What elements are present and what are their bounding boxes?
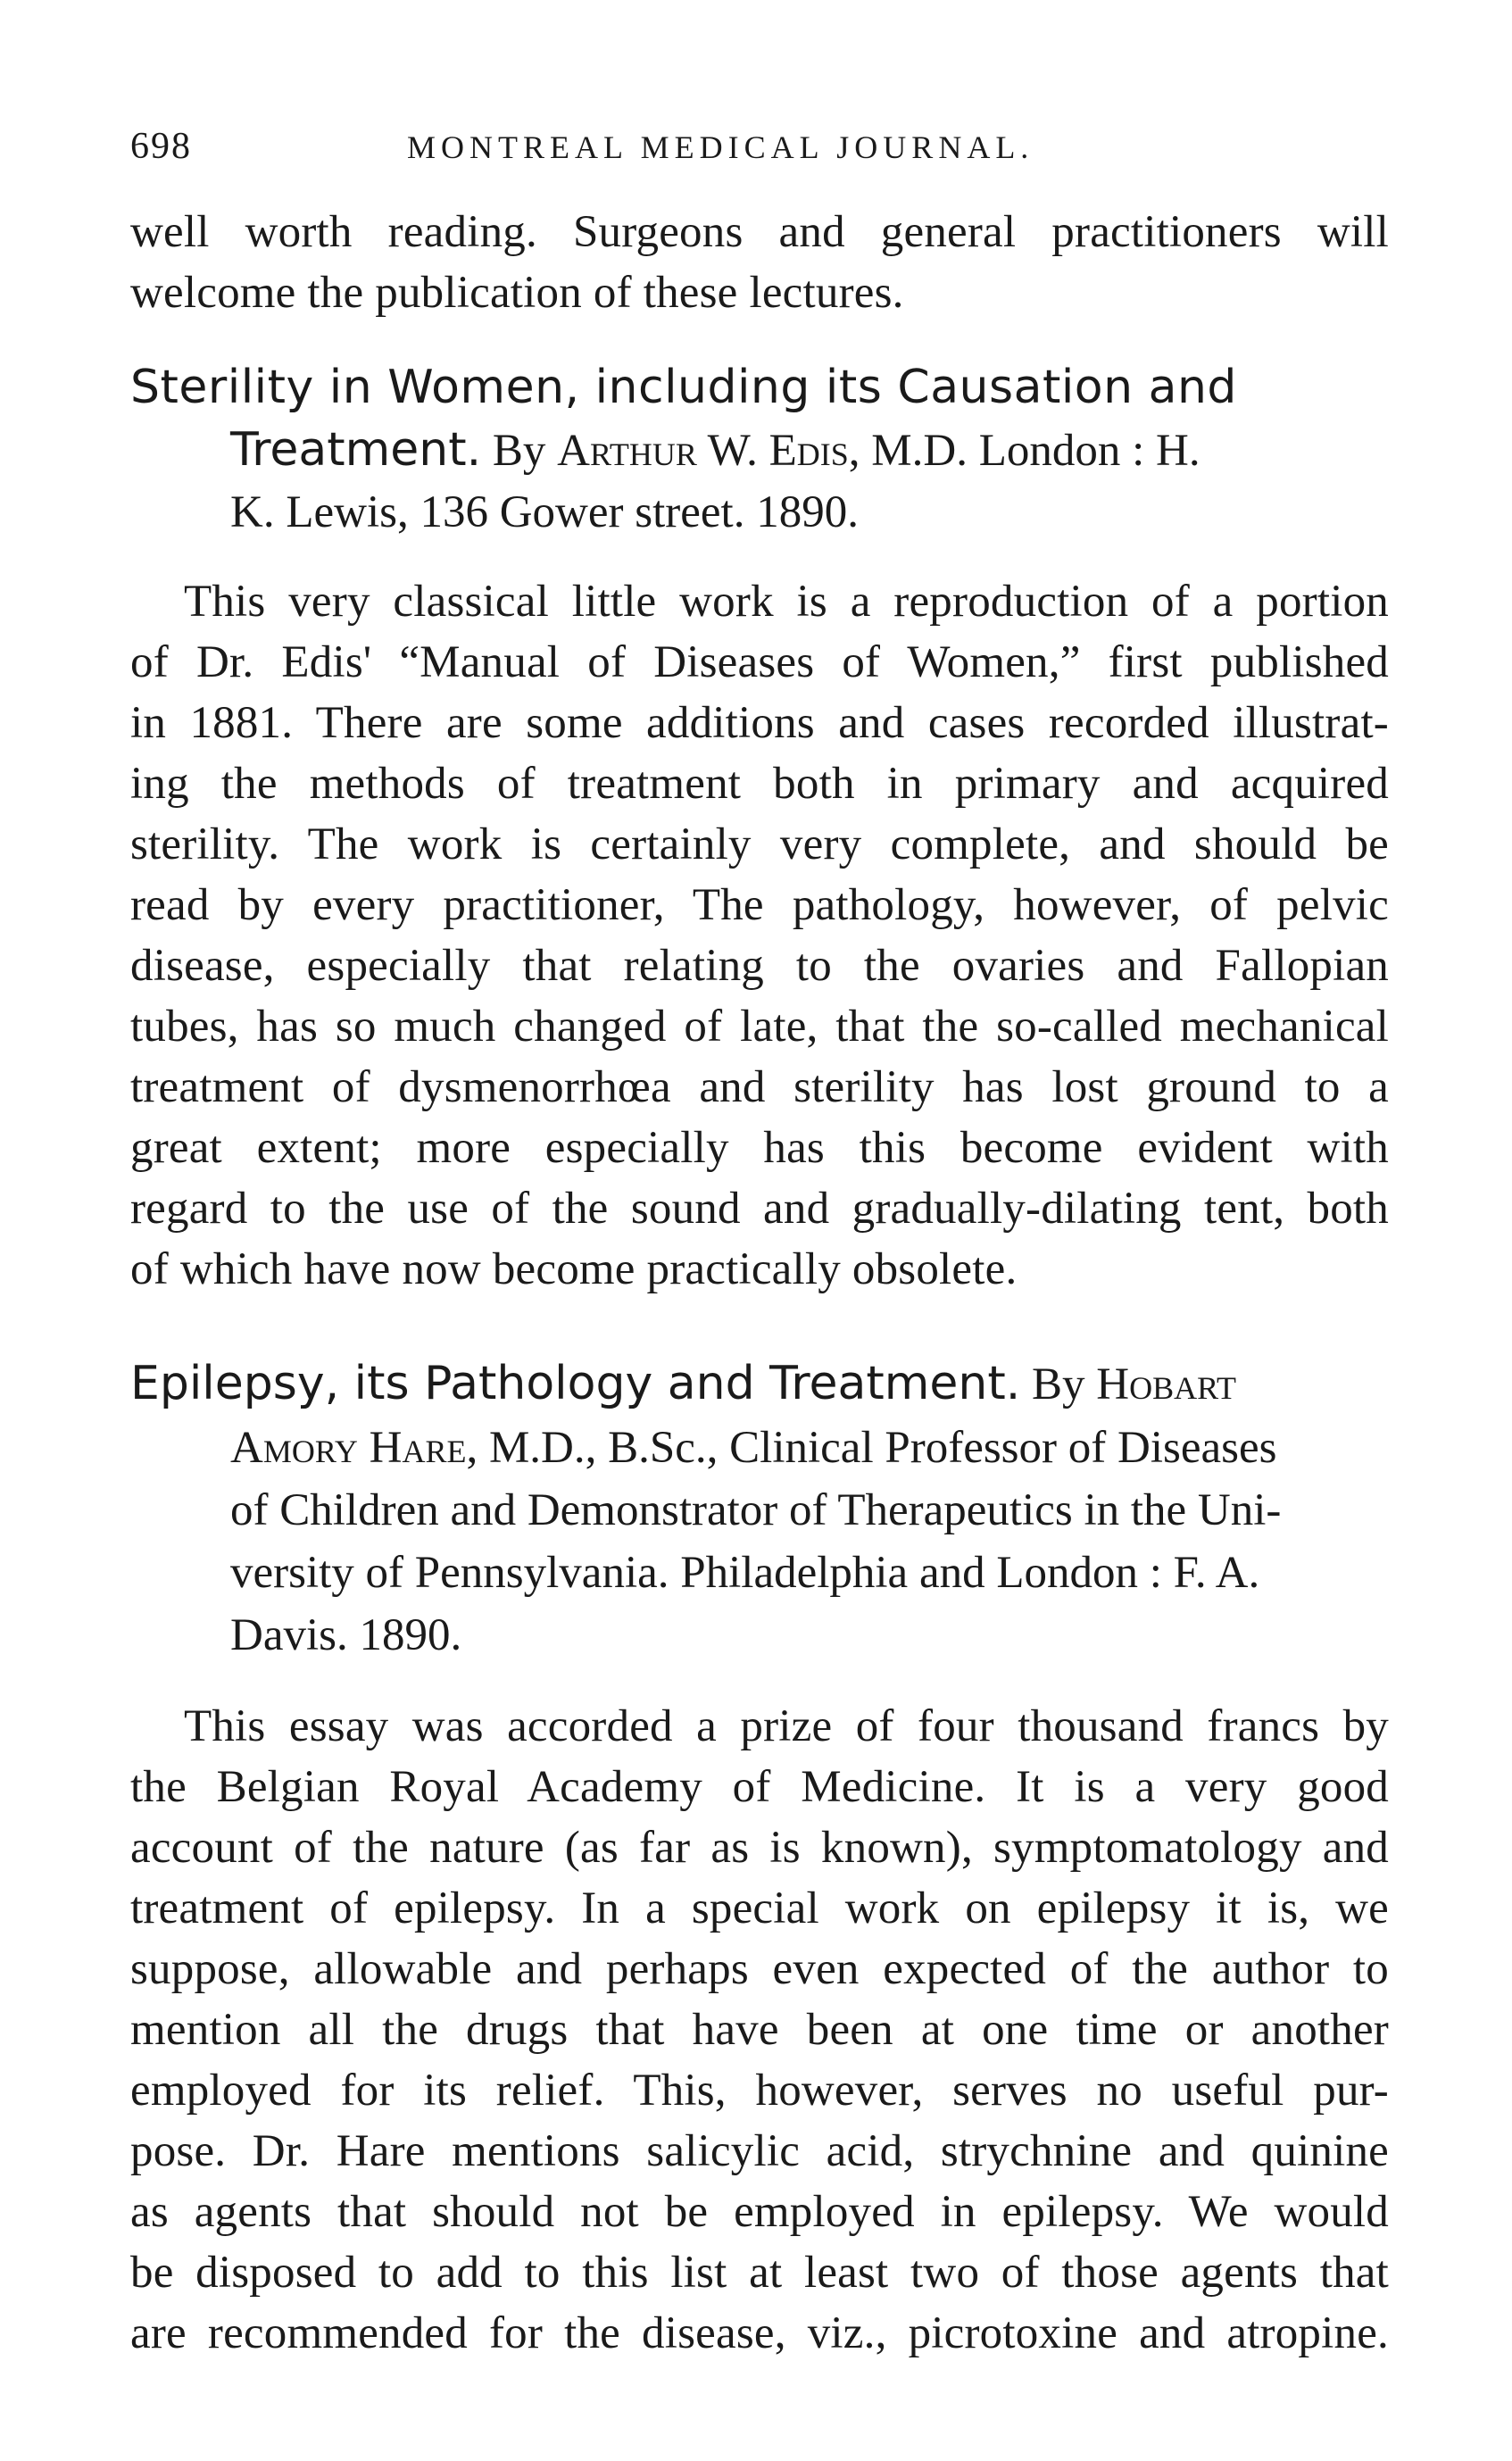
running-head bbox=[130, 125, 1398, 175]
body-line: read by every practitioner, The pathology, however, of pelvic bbox=[130, 880, 1389, 930]
review-heading-sterility-line2 bbox=[230, 420, 1200, 481]
review-heading-sterility-line3: K. Lewis, 136 Gower street. 1890. bbox=[230, 487, 859, 537]
body-line: the Belgian Royal Academy of Medicine. It is a very good bbox=[130, 1762, 1389, 1812]
body-line: are recommended for the disease, viz., picrotoxine and atropine. bbox=[130, 2308, 1389, 2358]
body-line: of which have now become practically obsolete. bbox=[130, 1244, 1018, 1294]
page-number: 698 bbox=[130, 126, 192, 167]
review-author-credentials: , M.D., B.Sc., Clinical Professor of Diseases bbox=[466, 1423, 1277, 1473]
body-line: pose. Dr. Hare mentions salicylic acid, strychnine and quinine bbox=[130, 2126, 1389, 2176]
review-heading-by: By bbox=[1020, 1359, 1097, 1409]
body-line: treatment of epilepsy. In a special work on epilepsy it is, we bbox=[130, 1883, 1389, 1933]
body-line: as agents that should not be employed in epilepsy. We would bbox=[130, 2187, 1389, 2237]
review-author-edis: Arthur W. Edis, M.D. bbox=[557, 426, 968, 476]
body-line: ing the methods of treatment both in primary and acquired bbox=[130, 759, 1389, 809]
body-line: welcome the publication of these lectures. bbox=[130, 268, 904, 318]
journal-title: MONTREAL MEDICAL JOURNAL. bbox=[407, 129, 1034, 165]
review-heading-epilepsy-line3: of Children and Demonstrator of Therapeutics in the Uni- bbox=[230, 1485, 1282, 1535]
review-heading-epilepsy-line4: versity of Pennsylvania. Philadelphia and London : F. A. bbox=[230, 1548, 1260, 1598]
review-publisher-lewis: London : H. bbox=[967, 426, 1200, 476]
review-heading-sterility-title-end: Treatment. bbox=[230, 423, 482, 477]
review-heading-epilepsy-line1 bbox=[130, 1353, 1236, 1415]
body-line: of Dr. Edis' “Manual of Diseases of Women,” first published bbox=[130, 637, 1389, 687]
body-line: sterility. The work is certainly very complete, and should be bbox=[130, 819, 1389, 869]
review-heading-epilepsy-line2 bbox=[230, 1418, 1276, 1478]
body-line: suppose, allowable and perhaps even expected of the author to bbox=[130, 1944, 1389, 1994]
body-line: This very classical little work is a reproduction of a portion bbox=[184, 577, 1389, 627]
review-heading-sterility: Sterility in Women, including its Causation and bbox=[130, 361, 1237, 414]
body-line: in 1881. There are some additions and cases recorded illustrat- bbox=[130, 698, 1389, 748]
body-line: well worth reading. Surgeons and general practitioners will bbox=[130, 207, 1389, 257]
body-line: disease, especially that relating to the ovaries and Fallopian bbox=[130, 941, 1389, 991]
body-line: This essay was accorded a prize of four thousand francs by bbox=[184, 1701, 1389, 1751]
body-line: regard to the use of the sound and gradually-dilating tent, both bbox=[130, 1184, 1389, 1234]
body-line: employed for its relief. This, however, serves no useful pur- bbox=[130, 2066, 1389, 2116]
review-heading-epilepsy: Epilepsy, its Pathology and Treatment. bbox=[130, 1357, 1021, 1410]
review-author-hare-rest: Amory Hare bbox=[230, 1423, 467, 1473]
body-line: treatment of dysmenorrhœa and sterility has lost ground to a bbox=[130, 1062, 1389, 1112]
review-heading-epilepsy-line5: Davis. 1890. bbox=[230, 1610, 462, 1660]
review-heading-by: By bbox=[481, 426, 558, 476]
body-line: great extent; more especially has this become evident with bbox=[130, 1123, 1389, 1173]
body-line: tubes, has so much changed of late, that the so-called mechanical bbox=[130, 1002, 1389, 1052]
body-line: be disposed to add to this list at least two of those agents that bbox=[130, 2248, 1389, 2298]
body-line: account of the nature (as far as is known), symptomatology and bbox=[130, 1823, 1389, 1873]
body-line: mention all the drugs that have been at one time or another bbox=[130, 2005, 1389, 2055]
review-author-hare-first: Hobart bbox=[1096, 1359, 1236, 1409]
